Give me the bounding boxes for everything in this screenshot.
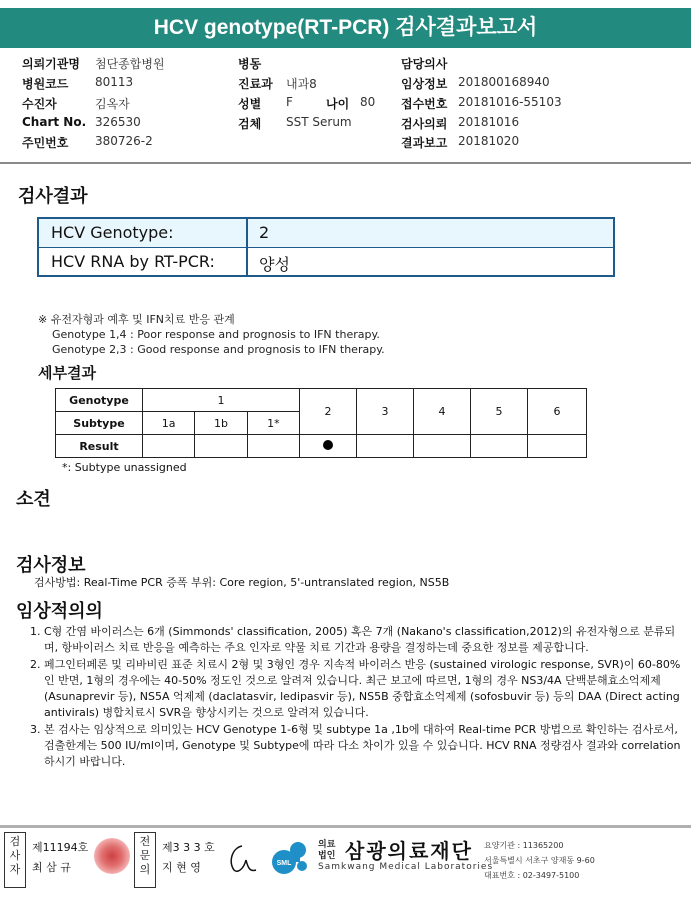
contact-line: 서울특별시 서초구 양재동 9-60 [484, 856, 595, 865]
result-header: Result [56, 435, 143, 458]
logo-text: SML [276, 860, 292, 867]
section-result-heading: 검사결과 [18, 186, 88, 207]
contact-line: 요양기관 : 11365200 [484, 841, 564, 850]
specialist-box: 전문의 [134, 832, 156, 888]
request-date-value: 20181016 [458, 115, 520, 129]
patient-name-label: 수진자 [22, 97, 57, 111]
clinical-info-value: 201800168940 [458, 75, 550, 89]
genotype-5-header: 5 [471, 389, 528, 435]
footer-divider [0, 825, 691, 828]
sml-logo-icon [270, 836, 312, 878]
department-label: 진료과 [238, 77, 273, 91]
note-line: Genotype 2,3 : Good response and prognosis to IFN therapy. [52, 343, 385, 356]
result-table [37, 217, 615, 277]
examiner-signature [32, 838, 88, 878]
clinical-list [22, 624, 684, 771]
hospital-code-label: 병원코드 [22, 77, 69, 91]
request-date-label: 검사의뢰 [401, 117, 448, 131]
subtype-1b: 1b [195, 412, 247, 435]
report-date-label: 결과보고 [401, 136, 448, 150]
clinical-item: 3. 본 검사는 임상적으로 의미있는 HCV Genotype 1-6형 및 subtype 1a ,1b에 대하여 Real-time PCR 방법으로 확인하는 검사로서, 검출한계는 500 IU/ml이며, Genotype 및 Subtype에 따라 다소 차이가 있을 수 있습니다. HCV RNA 정량검사 결과와 correlation하시기 바랍니다. [44, 722, 684, 770]
hospital-name-value: 첨단종합병원 [95, 57, 165, 71]
subtype-1-unassigned: 1* [247, 412, 299, 435]
org-type: 의료 법인 [318, 840, 336, 861]
chart-no-value: 326530 [95, 115, 141, 129]
resident-no-label: 주민번호 [22, 136, 69, 150]
section-clinical-heading: 임상적의의 [16, 601, 103, 622]
rna-label: HCV RNA by RT-PCR: [51, 252, 215, 271]
result-cell [195, 435, 247, 458]
subtype-header: Subtype [56, 412, 143, 435]
subtype-footnote: *: Subtype unassigned [62, 461, 187, 474]
specimen-label: 검체 [238, 117, 262, 131]
patient-name-value: 김옥자 [95, 97, 130, 111]
doctor-label: 담당의사 [401, 57, 448, 71]
genotype-value: 2 [259, 223, 270, 242]
genotype-label: HCV Genotype: [51, 223, 174, 242]
report-date-value: 20181020 [458, 134, 520, 148]
result-cell [247, 435, 299, 458]
ward-label: 병동 [238, 57, 262, 71]
genotype-header: Genotype [56, 389, 143, 412]
note-title: ※ 유전자형과 예후 및 IFN치료 반응 관계 [38, 313, 235, 326]
sex-label: 성별 [238, 97, 262, 111]
rna-row [39, 248, 613, 276]
genotype-note [38, 312, 385, 357]
clinical-item: 2. 페그인터페론 및 리바비린 표준 치료시 2형 및 3형인 경우 지속적 바이러스 반응 (sustained virologic response, SVR)이 60-80%인 반면, 1형의 경우에는 40-50% 정도인 것으로 알려져 있습니다. 최근 보고에 따르면, 1형의 경우 NS3/4A 단백분해효소억제제 (Asunaprevir 등), NS5A 억제제 (daclatasvir, ledipasvir 등), NS5B 중합효소억제제 (sofosbuvir 등) 등의 DAA (Direct acting antivirals) 병합치료시 SVR을 향상시키는 것으로 알려져 있습니다. [44, 657, 684, 721]
report-title: HCV genotype(RT-PCR) 검사결과보고서 [0, 8, 691, 48]
specialist-signature [162, 838, 215, 878]
section-detail-heading: 세부결과 [38, 364, 96, 382]
header-divider [0, 162, 691, 164]
result-cell [414, 435, 471, 458]
org-contact [484, 838, 595, 883]
test-method: 검사방법: Real-Time PCR 증폭 부위: Core region, 5'-untranslated region, NS5B [34, 576, 450, 589]
receipt-no-value: 20181016-55103 [458, 95, 562, 109]
examiner-seal [94, 838, 130, 874]
genotype-1-header: 1 [143, 389, 300, 412]
org-name-en: Samkwang Medical Laboratories [318, 862, 494, 872]
result-cell-genotype-2 [300, 435, 357, 458]
sex-value: F [286, 95, 293, 109]
genotype-6-header: 6 [528, 389, 587, 435]
hospital-name-label: 의뢰기관명 [22, 57, 80, 71]
clinical-item: 1. C형 간염 바이러스는 6개 (Simmonds' classification, 2005) 혹은 7개 (Nakano's classification,2012)의 유전자형으로 분류되며, 항바이러스 치료 반응을 예측하는 주요 인자로 약물 치료 기간과 용량을 결정하는데 중요한 정보를 제공합니다. [44, 624, 684, 656]
chart-no-label: Chart No. [22, 115, 87, 129]
specialist-license: 제3 3 3 호 [162, 841, 215, 854]
receipt-no-label: 접수번호 [401, 97, 448, 111]
examiner-box: 검사자 [4, 832, 26, 888]
contact-line: 대표번호 : 02-3497-5100 [484, 871, 580, 880]
detail-table [55, 388, 587, 458]
result-cell [357, 435, 414, 458]
examiner-name: 최 삼 규 [32, 861, 71, 874]
result-cell [471, 435, 528, 458]
specimen-value: SST Serum [286, 115, 352, 129]
result-cell [143, 435, 195, 458]
resident-no-value: 380726-2 [95, 134, 153, 148]
section-opinion-heading: 소견 [16, 489, 51, 510]
examiner-license: 제11194호 [32, 841, 89, 854]
clinical-info-label: 임상정보 [401, 77, 448, 91]
result-table-divider [246, 219, 248, 275]
genotype-row [39, 219, 613, 248]
age-value: 80 [360, 95, 376, 109]
note-line: Genotype 1,4 : Poor response and prognosis to IFN therapy. [52, 328, 380, 341]
genotype-4-header: 4 [414, 389, 471, 435]
result-cell [528, 435, 587, 458]
department-value: 내과8 [286, 77, 317, 91]
section-info-heading: 검사정보 [16, 555, 86, 576]
genotype-3-header: 3 [357, 389, 414, 435]
rna-value: 양성 [259, 255, 290, 274]
age-label: 나이 [326, 97, 350, 111]
handwritten-signature-icon [222, 842, 262, 876]
subtype-1a: 1a [143, 412, 195, 435]
specialist-name: 지 현 영 [162, 861, 201, 874]
footer [0, 832, 691, 892]
hospital-code-value: 80113 [95, 75, 134, 89]
positive-dot-icon [323, 440, 333, 450]
genotype-2-header: 2 [300, 389, 357, 435]
org-name: 삼광의료재단 [345, 839, 473, 863]
